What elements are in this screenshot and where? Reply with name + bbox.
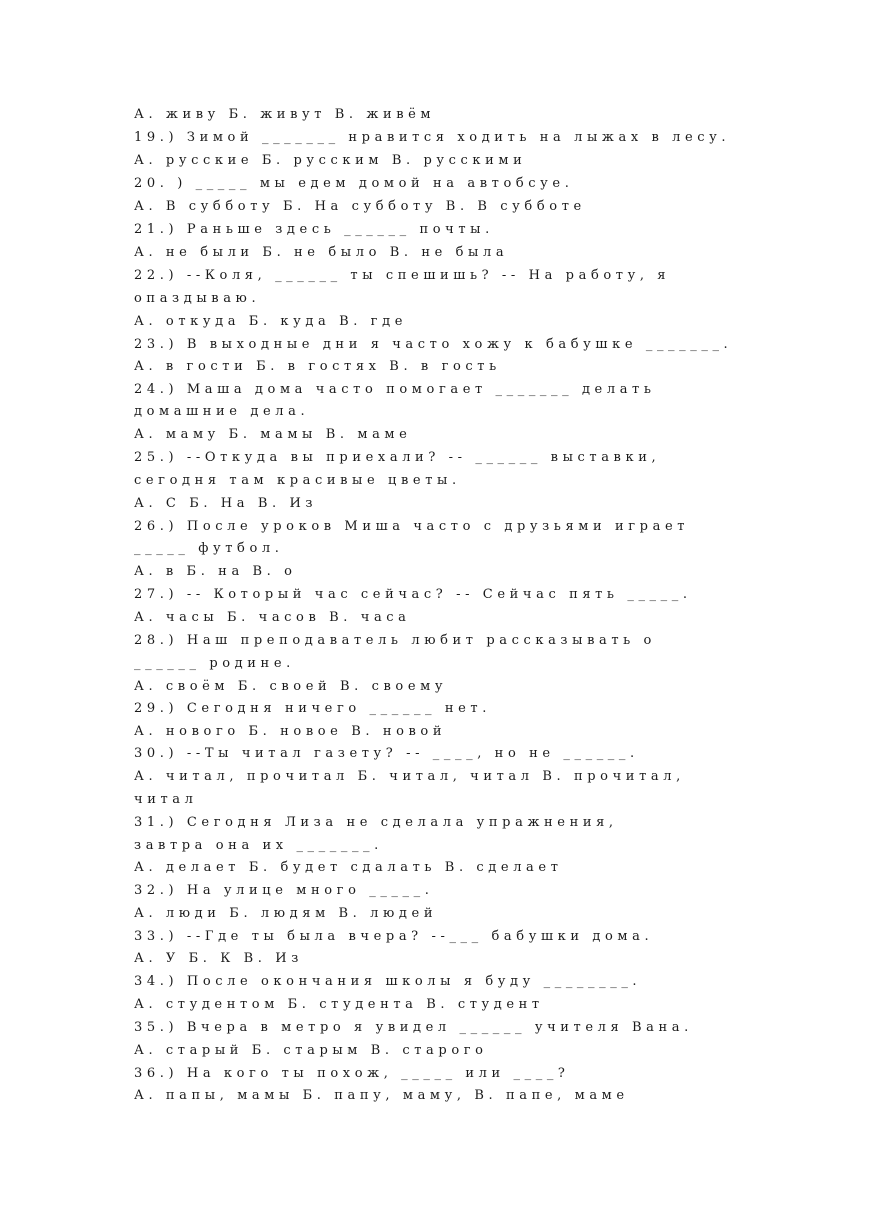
question-28-continued: ______ родине.	[134, 656, 295, 671]
question-24: 24.) Маша дома часто помогает _______ делать	[134, 382, 656, 397]
answer-options-22: А. откуда Б. куда В. где	[134, 314, 407, 329]
answer-options-36: А. папы, мамы Б. папу, маму, В. папе, маме	[134, 1088, 629, 1103]
answer-options-25: А. С Б. На В. Из	[134, 496, 318, 511]
question-26-continued: _____ футбол.	[134, 541, 284, 556]
question-26: 26.) После уроков Миша часто с друзьями играет	[134, 519, 690, 534]
answer-options-29: А. нового Б. новое В. новой	[134, 724, 447, 739]
answer-options-33: А. У Б. К В. Из	[134, 951, 303, 966]
answer-options-24: А. маму Б. мамы В. маме	[134, 427, 412, 442]
question-28: 28.) Наш преподаватель любит рассказывать о	[134, 633, 656, 648]
question-33: 33.) --Где ты была вчера? --___ бабушки дома.	[134, 929, 654, 944]
answer-options-31: А. делает Б. будет сдалать В. сделает	[134, 860, 563, 875]
answer-options-26: А. в Б. на В. о	[134, 564, 297, 579]
question-25: 25.) --Откуда вы приехали? -- ______ выставки,	[134, 450, 661, 465]
answer-options-20: А. В субботу Б. На субботу В. В субботе	[134, 199, 586, 214]
answer-options-27: А. часы Б. часов В. часа	[134, 610, 411, 625]
answer-options-30-continued: читал	[134, 792, 198, 807]
question-20: 20. ) _____ мы едем домой на автобсуе.	[134, 176, 574, 191]
question-34: 34.) После окончания школы я буду ________.	[134, 974, 642, 989]
question-32: 32.) На улице много _____.	[134, 883, 434, 898]
question-31-continued: завтра она их _______.	[134, 838, 383, 853]
answer-options-23: А. в гости Б. в гостях В. в гость	[134, 359, 501, 374]
answer-options-35: А. старый Б. старым В. старого	[134, 1043, 488, 1058]
question-29: 29.) Сегодня ничего ______ нет.	[134, 701, 491, 716]
question-36: 36.) На кого ты похож, _____ или ____?	[134, 1066, 570, 1081]
question-30: 30.) --Ты читал газету? -- ____, но не ______.	[134, 746, 639, 761]
answer-options-19: А. русские Б. русским В. русскими	[134, 153, 527, 168]
question-25-continued: сегодня там красивые цветы.	[134, 473, 461, 488]
question-31: 31.) Сегодня Лиза не сделала упражнения,	[134, 815, 618, 830]
answer-options-32: А. люди Б. людям В. людей	[134, 906, 438, 921]
answer-options-30: А. читал, прочитал Б. читал, читал В. прочитал,	[134, 769, 685, 784]
question-23: 23.) В выходные дни я часто хожу к бабушке _______.	[134, 337, 733, 352]
question-27: 27.) -- Который час сейчас? -- Сейчас пять _____.	[134, 587, 692, 602]
question-19: 19.) Зимой _______ нравится ходить на лыжах в лесу.	[134, 130, 731, 145]
question-21: 21.) Раньше здесь ______ почты.	[134, 222, 494, 237]
answer-options-34: А. студентом Б. студента В. студент	[134, 997, 544, 1012]
answer-options-28: А. своём Б. своей В. своему	[134, 679, 448, 694]
question-22-continued: опаздываю.	[134, 291, 261, 306]
answer-options-18: А. живу Б. живут В. живём	[134, 107, 436, 122]
answer-options-21: А. не были Б. не было В. не была	[134, 245, 509, 260]
question-22: 22.) --Коля, ______ ты спешишь? -- На работу, я	[134, 268, 671, 283]
question-35: 35.) Вчера в метро я увидел ______ учителя Вана.	[134, 1020, 693, 1035]
question-24-continued: домашние дела.	[134, 404, 310, 419]
